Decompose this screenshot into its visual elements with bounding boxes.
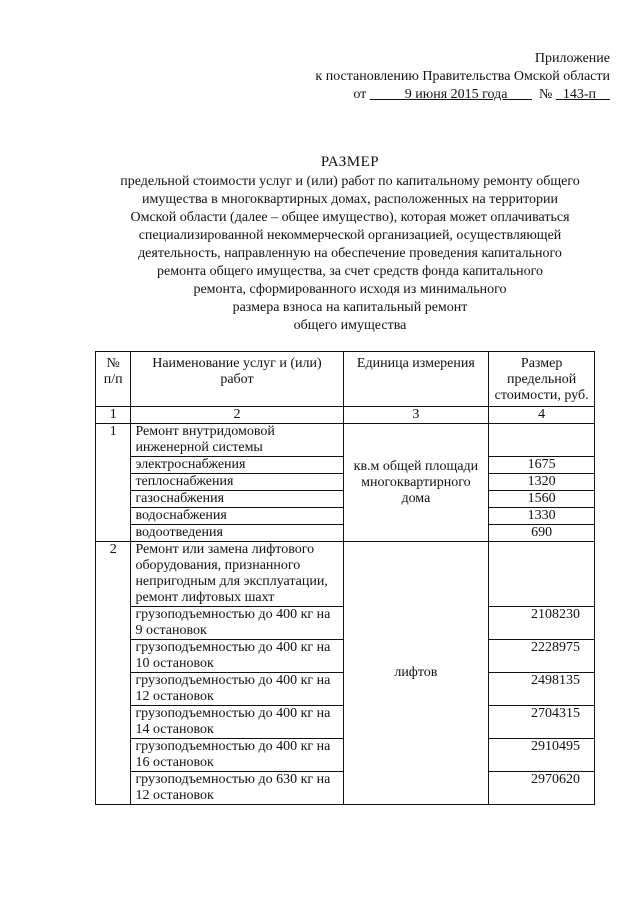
- price-value: 2228975: [489, 640, 595, 673]
- subtitle-line: Омской области (далее – общее имущество), которая может оплачиваться: [130, 210, 570, 225]
- appendix-label: Приложение: [534, 51, 610, 66]
- price-table: [95, 351, 595, 805]
- document-title: [80, 153, 620, 335]
- subtitle-line: имущества в многоквартирных домах, расположенных на территории: [141, 192, 559, 207]
- price-value: 2970620: [489, 772, 595, 805]
- appendix-resolution: к постановлению Правительства Омской области: [315, 69, 610, 84]
- colnum-1: 1: [96, 407, 131, 424]
- service-name: теплоснабжения: [131, 474, 343, 491]
- price-value: 2108230: [489, 607, 595, 640]
- subtitle-line: специализированной некоммерческой организацией, осуществляющей: [138, 228, 562, 243]
- section-title: Ремонт или замена лифтового оборудования, признанного непригодным для эксплуатации, ремонт лифтовых шахт: [131, 542, 343, 607]
- service-name: грузоподъемностью до 400 кг на 12 остановок: [131, 673, 343, 706]
- table-row: [96, 542, 595, 607]
- colnum-4: 4: [489, 407, 595, 424]
- price-value: 2704315: [489, 706, 595, 739]
- colnum-2: 2: [131, 407, 343, 424]
- header-unit: Единица измерения: [343, 352, 489, 407]
- column-numbers-row: [96, 407, 595, 424]
- section-num: 1: [96, 424, 131, 542]
- number-prefix: №: [538, 87, 556, 102]
- service-name: грузоподъемностью до 400 кг на 9 остановок: [131, 607, 343, 640]
- date-value: 9 июня 2015 года: [404, 87, 508, 102]
- service-name: электроснабжения: [131, 457, 343, 474]
- subtitle-line: ремонта общего имущества, за счет средств фонда капитального: [157, 264, 543, 279]
- service-name: водоотведения: [131, 525, 343, 542]
- price-value: 1320: [489, 474, 595, 491]
- service-name: водоснабжения: [131, 508, 343, 525]
- section-unit: кв.м общей площади многоквартирного дома: [343, 424, 489, 542]
- section-title: Ремонт внутридомовой инженерной системы: [131, 424, 343, 457]
- title-subtitle: [80, 173, 620, 335]
- header-name: Наименование услуг и (или) работ: [131, 352, 343, 407]
- appendix-header: [315, 50, 610, 104]
- colnum-3: 3: [343, 407, 489, 424]
- number-value: 143-п: [562, 87, 596, 102]
- subtitle-line: размера взноса на капитальный ремонт: [232, 300, 468, 315]
- price-value: 2910495: [489, 739, 595, 772]
- subtitle-line: деятельность, направленную на обеспечение проведения капитального: [138, 246, 562, 261]
- price-value: 1330: [489, 508, 595, 525]
- price-value: 2498135: [489, 673, 595, 706]
- service-name: грузоподъемностью до 400 кг на 14 остановок: [131, 706, 343, 739]
- section-num: 2: [96, 542, 131, 805]
- appendix-date-line: [315, 86, 610, 104]
- subtitle-line: общего имущества: [293, 318, 407, 333]
- price-value: 1675: [489, 457, 595, 474]
- table-row: [96, 424, 595, 457]
- section-unit: лифтов: [343, 542, 489, 805]
- price-value: 690: [489, 525, 595, 542]
- service-name: грузоподъемностью до 630 кг на 12 остановок: [131, 772, 343, 805]
- date-prefix: от: [353, 87, 370, 102]
- header-num: № п/п: [96, 352, 131, 407]
- price-value: 1560: [489, 491, 595, 508]
- price-cell-empty: [489, 542, 595, 607]
- service-name: грузоподъемностью до 400 кг на 10 остановок: [131, 640, 343, 673]
- subtitle-line: предельной стоимости услуг и (или) работ по капитальному ремонту общего: [120, 174, 580, 189]
- service-name: газоснабжения: [131, 491, 343, 508]
- service-name: грузоподъемностью до 400 кг на 16 остановок: [131, 739, 343, 772]
- subtitle-line: ремонта, сформированного исходя из минимального: [193, 282, 507, 297]
- title-main: РАЗМЕР: [320, 154, 380, 170]
- price-cell-empty: [489, 424, 595, 457]
- header-price: Размер предельной стоимости, руб.: [489, 352, 595, 407]
- table-header-row: [96, 352, 595, 407]
